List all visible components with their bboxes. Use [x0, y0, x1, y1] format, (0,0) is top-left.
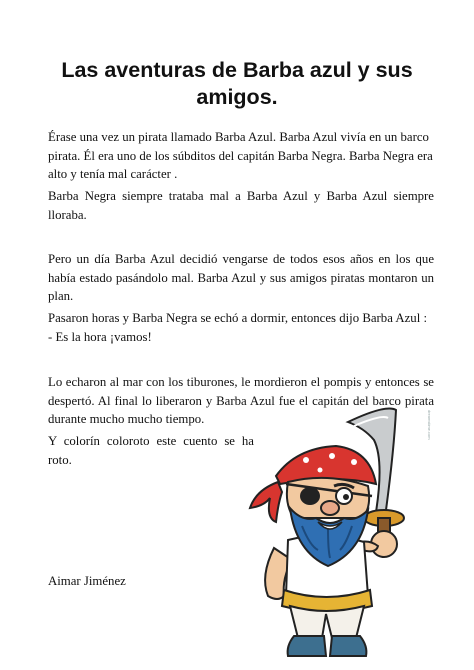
- paragraph-2: Barba Negra siempre trataba mal a Barba Azul y Barba Azul siempre lloraba.: [48, 189, 434, 222]
- paragraph-4: Pasaron horas y Barba Negra se echó a dormir, entonces dijo Barba Azul : - Es la hora ¡vamos!: [48, 311, 428, 344]
- paragraph-5: Lo echaron al mar con los tiburones, le mordieron el pompis y entonces se despertó. Al final lo liberaron y Barba Azul fue el capitán del barco pirata durante mucho mucho tiempo.: [48, 375, 434, 426]
- paragraph-1: Érase una vez un pirata llamado Barba Azul. Barba Azul vivía en un barco pirata. Él era uno de los súbditos del capitán Barba Negra. Barba Negra era alto y tenía mal carácter .: [48, 130, 433, 181]
- paragraph-3: Pero un día Barba Azul decidió vengarse de todos esos años en los que había estado pasándolo mal. Barba Azul y sus amigos piratas montaron un plan.: [48, 252, 434, 303]
- pirate-illustration: [236, 400, 420, 662]
- document-title: Las aventuras de Barba azul y sus amigos.: [61, 58, 413, 109]
- author-signature: Aimar Jiménez: [48, 574, 126, 588]
- stock-watermark: dreamstime.com: [427, 410, 432, 440]
- paragraph-6: Y colorín coloroto este cuento se ha roto.: [48, 434, 254, 467]
